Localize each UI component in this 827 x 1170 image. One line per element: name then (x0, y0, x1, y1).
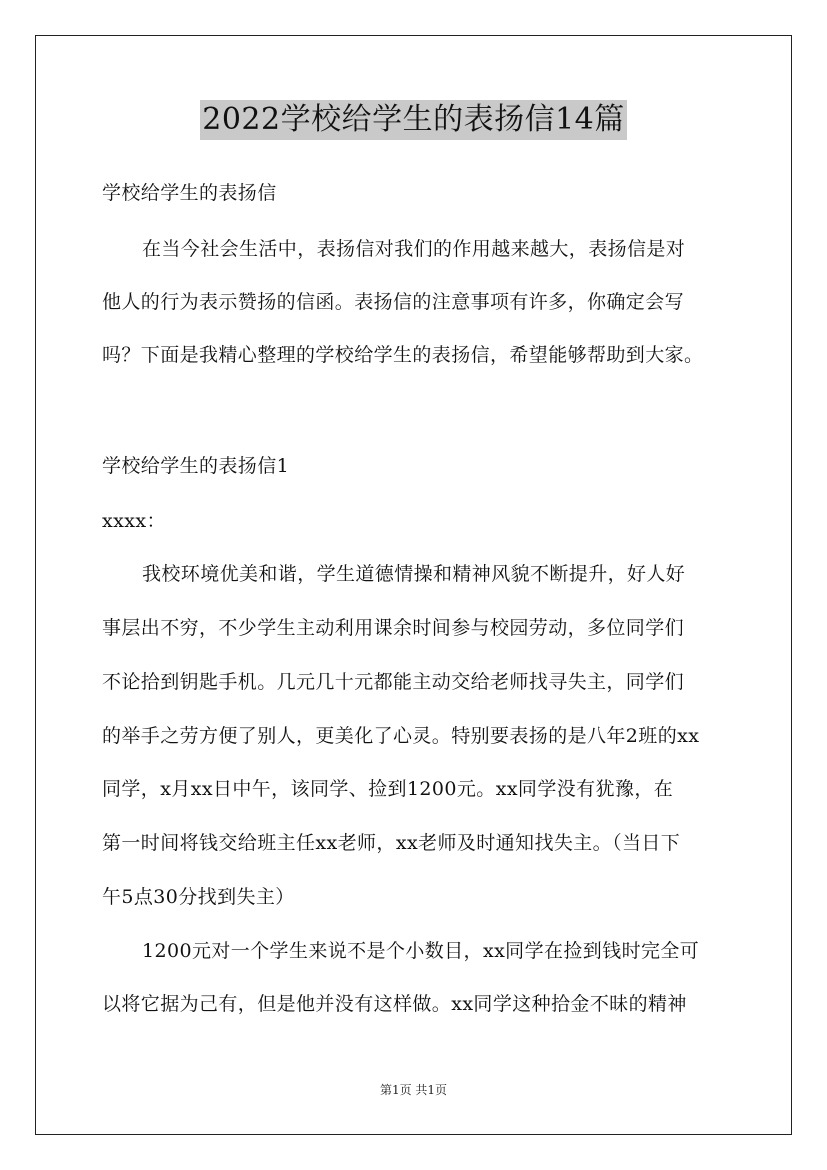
section-heading: 学校给学生的表扬信 (102, 182, 277, 204)
document-title: 2022学校给学生的表扬信14篇 (200, 100, 627, 140)
paragraph-line: 他人的行为表示赞扬的信函。表扬信的注意事项有许多，你确定会写 (102, 291, 685, 313)
page-number: 第1页 共1页 (379, 1083, 448, 1097)
paragraph-line: 第一时间将钱交给班主任xx老师，xx老师及时通知找失主。（当日下 (102, 832, 681, 854)
title-wrap (0, 100, 827, 140)
paragraph-line: 事层出不穷，不少学生主动利用课余时间参与校园劳动，多位同学们 (102, 617, 685, 639)
paragraph-line: 我校环境优美和谐，学生道德情操和精神风貌不断提升，好人好 (142, 563, 686, 585)
letter-heading: 学校给学生的表扬信1 (102, 455, 290, 477)
paragraph-line: 同学，x月xx日中午，该同学、捡到1200元。xx同学没有犹豫，在 (102, 778, 674, 800)
salutation: xxxx： (102, 510, 166, 532)
paragraph-line: 以将它据为己有，但是他并没有这样做。xx同学这种拾金不昧的精神 (102, 993, 687, 1015)
paragraph-line: 午5点30分找到失主） (102, 886, 295, 908)
paragraph-line: 吗？下面是我精心整理的学校给学生的表扬信，希望能够帮助到大家。 (102, 344, 704, 366)
paragraph-line: 1200元对一个学生来说不是个小数目，xx同学在捡到钱时完全可 (142, 940, 700, 962)
paragraph-line: 在当今社会生活中，表扬信对我们的作用越来越大，表扬信是对 (142, 238, 686, 260)
paragraph-line: 的举手之劳方便了别人，更美化了心灵。特别要表扬的是八年2班的xx (102, 725, 700, 747)
paragraph-line: 不论拾到钥匙手机。几元几十元都能主动交给老师找寻失主，同学们 (102, 671, 685, 693)
